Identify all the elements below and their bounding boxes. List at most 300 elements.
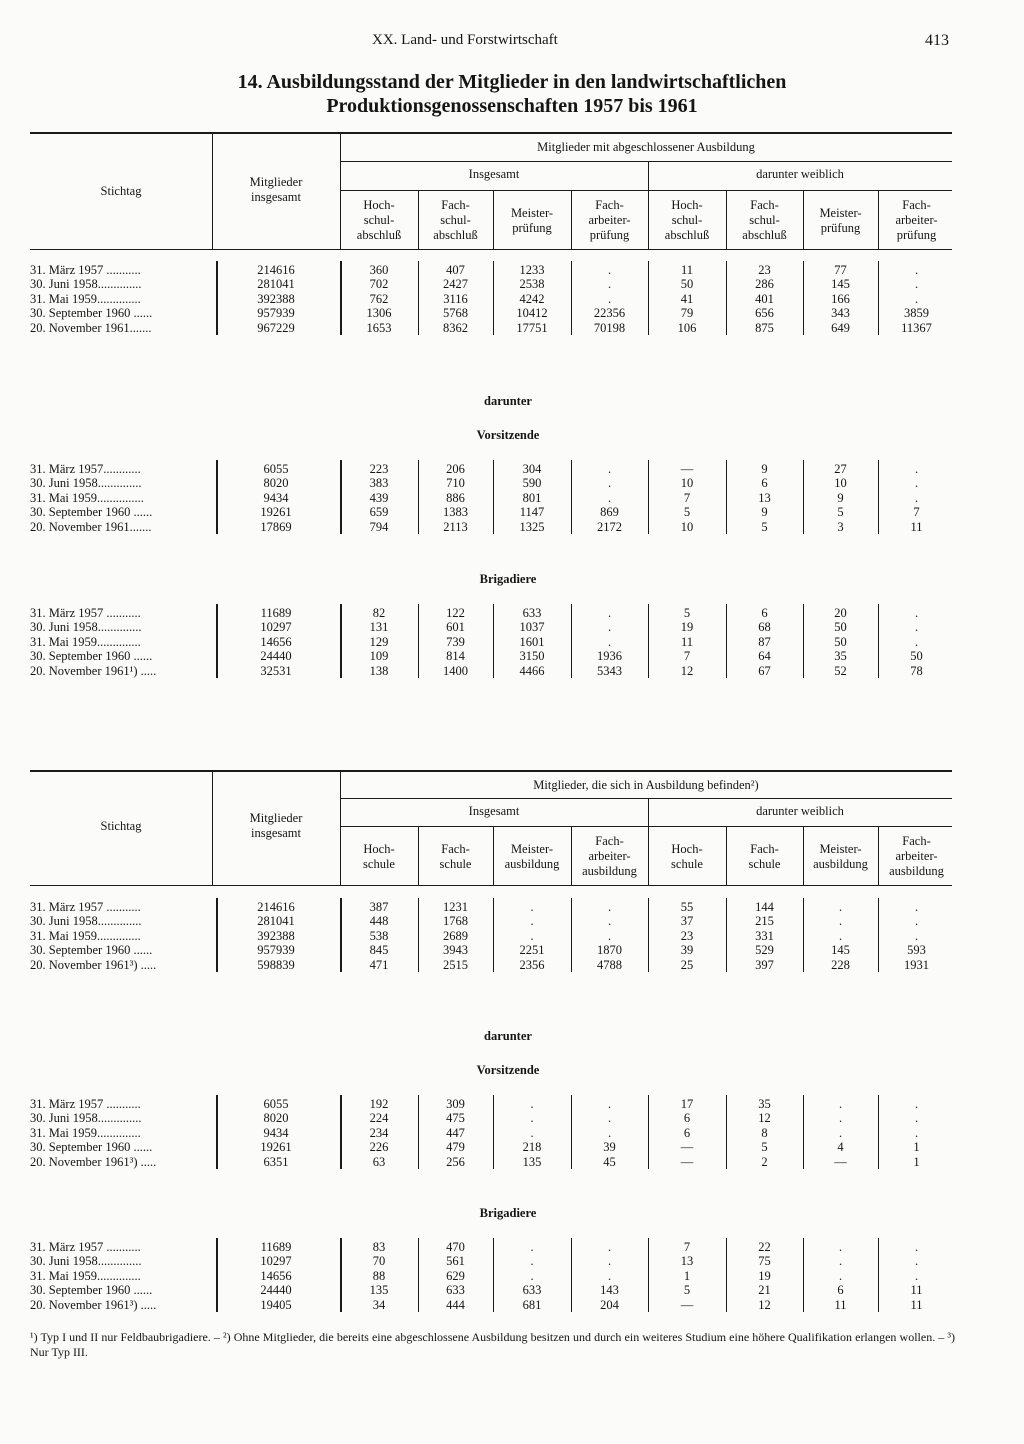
- table1-sub-rule: [340, 190, 952, 191]
- table-cell: 3: [837, 519, 844, 534]
- table-cell: 4242: [519, 291, 545, 306]
- table-cell: 392388: [257, 291, 295, 306]
- row-label: 31. Mai 1959..............: [30, 291, 141, 306]
- table-cell: .: [914, 277, 919, 292]
- table-cell: 218: [522, 1140, 542, 1155]
- row-label: 30. September 1960 ......: [30, 306, 153, 321]
- table-cell: .: [607, 928, 612, 943]
- row-label: 30. Juni 1958..............: [30, 1254, 142, 1269]
- table-cell: 79: [680, 306, 694, 321]
- table-cell: 1400: [443, 663, 468, 678]
- row-label: 31. März 1957............: [30, 462, 141, 476]
- table-cell: .: [914, 928, 919, 943]
- table-cell: 20: [834, 606, 847, 620]
- row-label: 30. Juni 1958..............: [30, 277, 142, 292]
- table-cell: 50: [834, 620, 847, 635]
- table-cell: 11367: [901, 320, 932, 335]
- table-cell: 41: [680, 291, 694, 306]
- table-cell: 529: [755, 943, 774, 958]
- row-label: 31. März 1957 ...........: [30, 263, 141, 277]
- table-cell: 55: [680, 900, 694, 914]
- row-label: 30. September 1960 ......: [30, 943, 153, 958]
- table-cell: 11: [910, 1283, 923, 1298]
- group-header: Mitglieder, die sich in Ausbildung befinden²): [533, 778, 759, 792]
- table-cell: 10: [680, 519, 694, 534]
- row-label: 31. Mai 1959...............: [30, 490, 144, 505]
- table-cell: 5: [761, 1140, 768, 1155]
- column-header: Fach- schule: [439, 841, 472, 871]
- row-label: 31. März 1957 ...........: [30, 606, 141, 620]
- footnote: ¹) Typ I und II nur Feldbaubrigadiere. – ²) Ohne Mitglieder, die bereits eine abgeschlossene Ausbildung besitzen und durch ein weiteres Studium eine höhere Qualifikation erlangen wollen. – ³) Nur Typ III.: [30, 1330, 955, 1359]
- column-header: Fach- arbeiter- prüfung: [895, 198, 938, 242]
- table-cell: 129: [369, 634, 389, 649]
- row-label: 30. Juni 1958..............: [30, 476, 142, 491]
- table-cell: 407: [446, 263, 465, 277]
- table-cell: 78: [910, 663, 923, 678]
- table-cell: 967229: [257, 320, 295, 335]
- table-cell: 5: [761, 519, 768, 534]
- mitglieder-header: Mitglieder insgesamt: [249, 175, 303, 204]
- table-cell: 11: [910, 1297, 923, 1312]
- weiblich-header: darunter weiblich: [756, 167, 844, 181]
- page-number: 413: [925, 32, 949, 49]
- table-cell: 11689: [260, 1240, 292, 1254]
- table-cell: 3116: [443, 291, 468, 306]
- table-cell: 14656: [260, 1268, 292, 1283]
- table-cell: .: [914, 291, 919, 306]
- column-header: Fach- arbeiter- prüfung: [588, 198, 631, 242]
- darunter-label: darunter: [484, 1029, 532, 1043]
- table-cell: .: [838, 928, 843, 943]
- table-cell: 10412: [516, 306, 548, 321]
- table-cell: 52: [834, 663, 847, 678]
- table-cell: 9434: [263, 490, 289, 505]
- table-cell: 12: [758, 1297, 771, 1312]
- table-cell: 794: [369, 519, 389, 534]
- table-cell: 34: [372, 1297, 386, 1312]
- row-label: 30. Juni 1958..............: [30, 914, 142, 929]
- table-cell: 35: [834, 649, 847, 664]
- group-header: Mitglieder mit abgeschlossener Ausbildung: [537, 140, 755, 154]
- table-cell: 234: [369, 1125, 389, 1140]
- table-cell: 1233: [519, 263, 545, 277]
- table-cell: 6: [683, 1111, 691, 1126]
- table-cell: 22: [758, 1240, 771, 1254]
- column-header: Hoch- schul- abschluß: [664, 198, 710, 242]
- table-cell: —: [680, 1140, 694, 1155]
- table-cell: 68: [758, 620, 771, 635]
- table-cell: 50: [680, 277, 694, 292]
- table-cell: 24440: [260, 1283, 292, 1298]
- table-cell: .: [838, 1125, 843, 1140]
- table-cell: .: [607, 1125, 612, 1140]
- table-cell: 3943: [443, 943, 468, 958]
- table-cell: 448: [369, 914, 389, 929]
- column-header: Fach- schule: [748, 841, 781, 871]
- table-cell: 3150: [519, 649, 545, 664]
- table-cell: 24440: [260, 649, 292, 664]
- row-label: 31. Mai 1959..............: [30, 1125, 141, 1140]
- table-cell: 8362: [443, 320, 468, 335]
- table-cell: .: [838, 1240, 843, 1254]
- table-cell: .: [607, 1111, 612, 1126]
- table-cell: .: [607, 1097, 612, 1111]
- column-header: Fach- arbeiter- ausbildung: [582, 834, 637, 878]
- table-cell: 63: [372, 1154, 386, 1169]
- table-cell: 214616: [257, 263, 295, 277]
- table-cell: .: [838, 1111, 843, 1126]
- table-cell: 5: [683, 505, 691, 520]
- table-cell: 561: [446, 1254, 465, 1269]
- table-cell: 875: [755, 320, 774, 335]
- table-cell: 226: [369, 1140, 389, 1155]
- table-cell: .: [530, 928, 534, 943]
- table-cell: 204: [600, 1297, 619, 1312]
- table-cell: 601: [446, 620, 465, 635]
- table-cell: 12: [680, 663, 694, 678]
- table-cell: 39: [603, 1140, 616, 1155]
- table-cell: 1383: [443, 505, 468, 520]
- table-cell: 1231: [443, 900, 468, 914]
- table-cell: 138: [369, 663, 389, 678]
- table-cell: .: [838, 1268, 843, 1283]
- table-cell: 5: [837, 505, 844, 520]
- column-header: Fach- schul- abschluß: [742, 198, 787, 242]
- table2-group-rule: [340, 798, 952, 799]
- section-title: Brigadiere: [479, 1206, 537, 1220]
- row-label: 30. Juni 1958..............: [30, 620, 142, 635]
- table-cell: 447: [446, 1125, 465, 1140]
- table-cell: 22356: [593, 306, 626, 321]
- row-label: 20. November 1961¹) .....: [30, 663, 157, 678]
- table-cell: 25: [680, 957, 694, 972]
- column-header: Fach- arbeiter- ausbildung: [889, 834, 944, 878]
- table-cell: .: [914, 1268, 919, 1283]
- table-cell: 7: [913, 505, 920, 520]
- table1-header-bottom-rule: [30, 249, 952, 250]
- table-cell: 13: [680, 1254, 694, 1269]
- section-title: Vorsitzende: [476, 1063, 540, 1077]
- weiblich-header: darunter weiblich: [756, 804, 844, 818]
- table-cell: 629: [446, 1268, 465, 1283]
- table-cell: 135: [369, 1283, 389, 1298]
- table-cell: 475: [446, 1111, 465, 1126]
- table-cell: 869: [600, 505, 619, 520]
- table-cell: .: [530, 900, 534, 914]
- table-cell: .: [838, 1254, 843, 1269]
- table-cell: 281041: [257, 914, 295, 929]
- table-cell: .: [914, 1125, 919, 1140]
- table-cell: 143: [600, 1283, 619, 1298]
- table-cell: .: [914, 606, 919, 620]
- table-cell: 383: [369, 476, 389, 491]
- table-cell: 2356: [519, 957, 545, 972]
- table-cell: 814: [446, 649, 465, 664]
- table-cell: 7: [683, 649, 691, 664]
- table-cell: 135: [522, 1154, 542, 1169]
- table-cell: 19: [758, 1268, 771, 1283]
- table-cell: .: [530, 1254, 534, 1269]
- row-label: 20. November 1961³) .....: [30, 1297, 157, 1312]
- table-cell: 37: [680, 914, 694, 929]
- table-cell: 2689: [443, 928, 468, 943]
- table-cell: 6: [761, 606, 768, 620]
- table-cell: .: [914, 900, 919, 914]
- table-cell: 1147: [519, 505, 545, 520]
- table-cell: .: [530, 914, 534, 929]
- table-cell: 7: [683, 1240, 691, 1254]
- table-cell: 11: [834, 1297, 847, 1312]
- table-cell: 5768: [443, 306, 468, 321]
- table-cell: .: [607, 462, 612, 476]
- table-cell: 649: [831, 320, 850, 335]
- table-cell: 70198: [593, 320, 626, 335]
- column-header: Hoch- schul- abschluß: [356, 198, 402, 242]
- table-cell: .: [530, 1111, 534, 1126]
- table-cell: 67: [758, 663, 771, 678]
- section-title: Brigadiere: [479, 572, 537, 586]
- table-cell: 145: [831, 943, 850, 958]
- table-cell: 32531: [260, 663, 292, 678]
- row-label: 31. Mai 1959..............: [30, 634, 141, 649]
- table-cell: 6055: [263, 1097, 289, 1111]
- table-cell: .: [530, 1240, 534, 1254]
- table-cell: .: [607, 263, 612, 277]
- table-cell: 17869: [260, 519, 292, 534]
- table-cell: .: [530, 1125, 534, 1140]
- table-cell: 109: [369, 649, 389, 664]
- table-cell: 6: [837, 1283, 844, 1298]
- table-cell: 6055: [263, 462, 289, 476]
- table-cell: 659: [369, 505, 389, 520]
- table-cell: 2113: [443, 519, 468, 534]
- table-cell: .: [607, 1254, 612, 1269]
- table-cell: 401: [755, 291, 774, 306]
- darunter-label: darunter: [484, 394, 532, 408]
- column-header: Hoch- schule: [671, 841, 703, 871]
- table-cell: 1: [913, 1140, 920, 1155]
- table-cell: 39: [680, 943, 694, 958]
- table-cell: .: [607, 634, 612, 649]
- table-cell: 122: [446, 606, 465, 620]
- table-cell: 77: [834, 263, 847, 277]
- table-cell: .: [607, 291, 612, 306]
- table-cell: 2: [761, 1154, 768, 1169]
- table-cell: 439: [369, 490, 389, 505]
- table-cell: 360: [369, 263, 389, 277]
- table-cell: .: [607, 490, 612, 505]
- table-cell: 23: [758, 263, 771, 277]
- table-cell: 19261: [260, 505, 292, 520]
- table-cell: 10297: [260, 1254, 292, 1269]
- table-cell: 598839: [257, 957, 295, 972]
- table-cell: 309: [446, 1097, 465, 1111]
- row-label: 20. November 1961.......: [30, 519, 152, 534]
- table-cell: 9: [761, 462, 768, 476]
- table-cell: 681: [522, 1297, 542, 1312]
- table-cell: .: [914, 634, 919, 649]
- column-header: Meister- prüfung: [510, 205, 554, 235]
- table-cell: —: [680, 1154, 694, 1169]
- column-header: Fach- schul- abschluß: [433, 198, 478, 242]
- table-cell: 343: [831, 306, 850, 321]
- table-cell: 2538: [519, 277, 545, 292]
- table-cell: 2515: [443, 957, 468, 972]
- row-label: 31. März 1957 ...........: [30, 1097, 141, 1111]
- table-cell: .: [914, 1111, 919, 1126]
- table-cell: .: [914, 263, 919, 277]
- table-cell: 10297: [260, 620, 292, 635]
- stichtag-header: Stichtag: [100, 819, 142, 833]
- table-cell: 88: [372, 1268, 386, 1283]
- table-cell: 1870: [597, 943, 622, 958]
- page-chapter: XX. Land- und Forstwirtschaft: [372, 32, 558, 48]
- table-cell: .: [914, 620, 919, 635]
- table-cell: 5343: [597, 663, 622, 678]
- table-cell: 739: [446, 634, 465, 649]
- table-cell: 215: [755, 914, 774, 929]
- row-label: 31. März 1957 ...........: [30, 1240, 141, 1254]
- table-cell: 1306: [366, 306, 392, 321]
- table-cell: 8020: [263, 476, 289, 491]
- table-cell: 106: [677, 320, 697, 335]
- table-cell: 7: [683, 490, 691, 505]
- table-cell: .: [607, 476, 612, 491]
- table1-top-rule: [30, 132, 952, 134]
- table-cell: 702: [369, 277, 389, 292]
- column-header: Hoch- schule: [363, 841, 395, 871]
- table-cell: 12: [758, 1111, 771, 1126]
- table-cell: 1325: [519, 519, 545, 534]
- table-cell: 21: [758, 1283, 771, 1298]
- table-cell: 801: [522, 490, 542, 505]
- table-cell: 256: [446, 1154, 465, 1169]
- table-cell: 1: [913, 1154, 920, 1169]
- table-cell: 4788: [597, 957, 622, 972]
- table-cell: 6: [683, 1125, 691, 1140]
- table-cell: 145: [831, 277, 850, 292]
- table-cell: 224: [369, 1111, 389, 1126]
- table-cell: .: [607, 606, 612, 620]
- table-cell: 471: [369, 957, 389, 972]
- table-cell: .: [838, 900, 843, 914]
- table-cell: 397: [755, 957, 774, 972]
- table-cell: .: [914, 476, 919, 491]
- table-cell: 11: [680, 634, 694, 649]
- row-label: 30. September 1960 ......: [30, 505, 153, 520]
- table-cell: 392388: [257, 928, 295, 943]
- table-cell: 444: [446, 1297, 465, 1312]
- table-cell: 70: [372, 1254, 386, 1269]
- table-cell: 286: [755, 277, 774, 292]
- table-cell: 83: [372, 1240, 386, 1254]
- table-cell: —: [834, 1154, 847, 1169]
- table-cell: 11: [680, 263, 694, 277]
- table-cell: .: [530, 1268, 534, 1283]
- table-cell: 17751: [516, 320, 548, 335]
- table-cell: 304: [522, 462, 542, 476]
- table-cell: 87: [758, 634, 771, 649]
- table-cell: 23: [680, 928, 694, 943]
- row-label: 30. September 1960 ......: [30, 1140, 153, 1155]
- table-cell: 228: [831, 957, 850, 972]
- table-cell: 27: [834, 462, 847, 476]
- table-cell: 131: [369, 620, 389, 635]
- table-cell: 13: [758, 490, 771, 505]
- table-cell: 2251: [519, 943, 545, 958]
- table-cell: 19: [680, 620, 694, 635]
- table-cell: 4466: [519, 663, 545, 678]
- insgesamt-header: Insgesamt: [468, 167, 520, 181]
- table-cell: 957939: [257, 306, 295, 321]
- table-cell: 845: [369, 943, 389, 958]
- table-cell: 9: [837, 490, 844, 505]
- table-cell: .: [914, 1240, 919, 1254]
- table-cell: 214616: [257, 900, 295, 914]
- table-cell: 9: [761, 505, 768, 520]
- table-cell: .: [607, 1268, 612, 1283]
- table-cell: —: [680, 462, 694, 476]
- row-label: 31. Mai 1959..............: [30, 928, 141, 943]
- table-cell: 331: [755, 928, 774, 943]
- table-cell: 1768: [443, 914, 468, 929]
- table2-top-rule: [30, 770, 952, 772]
- table-cell: 479: [446, 1140, 465, 1155]
- table-cell: .: [914, 462, 919, 476]
- table-cell: 6351: [263, 1154, 289, 1169]
- table-cell: 590: [522, 476, 542, 491]
- table2-header-bottom-rule: [30, 885, 952, 886]
- row-label: 31. März 1957 ...........: [30, 900, 141, 914]
- row-label: 20. November 1961.......: [30, 320, 152, 335]
- table-cell: 45: [603, 1154, 616, 1169]
- table-cell: 656: [755, 306, 774, 321]
- table-cell: 886: [446, 490, 465, 505]
- table-cell: 9434: [263, 1125, 289, 1140]
- column-header: Meister- ausbildung: [504, 841, 560, 871]
- table-cell: 710: [446, 476, 465, 491]
- table-cell: 50: [834, 634, 847, 649]
- row-label: 30. September 1960 ......: [30, 1283, 153, 1298]
- table-cell: 64: [758, 649, 771, 664]
- table-cell: 19405: [260, 1297, 292, 1312]
- table-cell: .: [607, 1240, 612, 1254]
- table2-sub-rule: [340, 826, 952, 827]
- table-cell: —: [680, 1297, 694, 1312]
- table-cell: 2172: [597, 519, 622, 534]
- table-cell: 633: [446, 1283, 465, 1298]
- table-title-line1: 14. Ausbildungsstand der Mitglieder in den landwirtschaftlichen: [237, 71, 787, 93]
- table-cell: 144: [755, 900, 774, 914]
- table-cell: 1601: [519, 634, 545, 649]
- table-title-line2: Produktionsgenossenschaften 1957 bis 1961: [326, 95, 698, 117]
- table-cell: 17: [680, 1097, 694, 1111]
- table-cell: 1037: [519, 620, 545, 635]
- table-cell: 1: [683, 1268, 691, 1283]
- table-cell: .: [607, 620, 612, 635]
- table-cell: 281041: [257, 277, 295, 292]
- table-cell: 1653: [366, 320, 392, 335]
- row-label: 20. November 1961³) .....: [30, 957, 157, 972]
- table-cell: 5: [683, 606, 691, 620]
- table-cell: 166: [831, 291, 850, 306]
- table-cell: .: [838, 1097, 843, 1111]
- column-header: Meister- ausbildung: [813, 841, 868, 871]
- table-cell: 2427: [443, 277, 468, 292]
- row-label: 30. September 1960 ......: [30, 649, 153, 664]
- table-cell: .: [914, 490, 919, 505]
- table-cell: 4: [837, 1140, 844, 1155]
